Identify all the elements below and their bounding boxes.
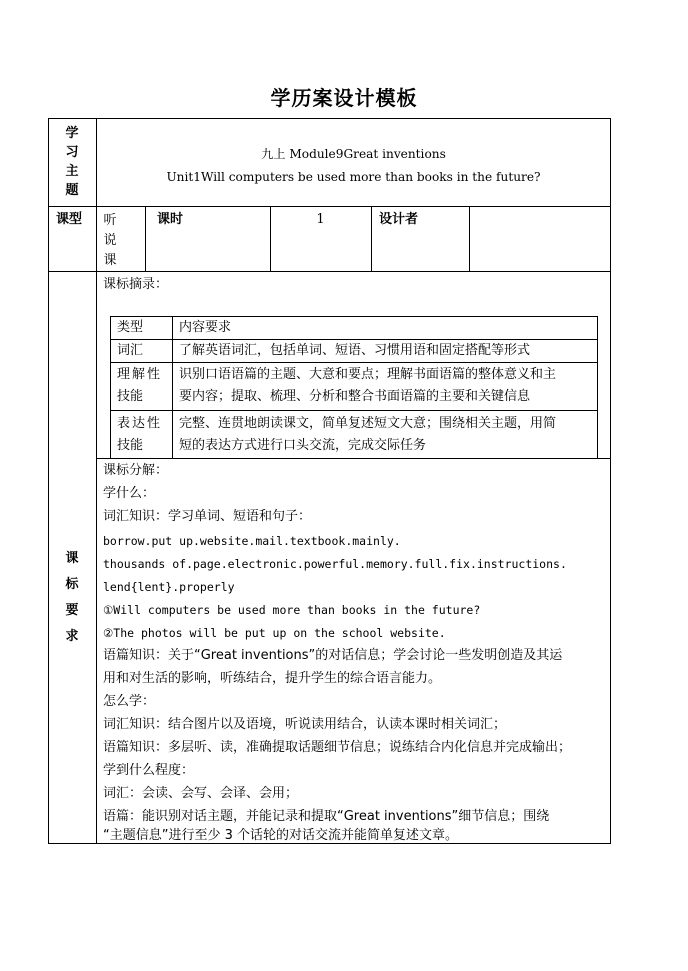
excerpt-row-type: 技能 (117, 438, 144, 453)
inner-table-row-divider (110, 339, 598, 340)
type-value-char: 说 (103, 233, 117, 248)
analysis-line: “主题信息”进行至少 3 个话轮的对话交流并能简单复述文章。 (103, 828, 459, 843)
analysis-line: 语篇知识：多层听、读，准确提取话题细节信息；说练结合内化信息并完成输出； (103, 740, 572, 755)
analysis-line: 语篇知识：关于“Great inventions”的对话信息；学会讨论一些发明创造及其运 (103, 648, 563, 663)
inner-table-border (110, 316, 111, 458)
excerpt-title: 课标摘录： (103, 277, 169, 292)
excerpt-row-content: 了解英语词汇，包括单词、短语、习惯用语和固定搭配等形式 (179, 343, 531, 358)
theme-label-char: 主 (65, 164, 79, 179)
designer-label: 设计者 (379, 212, 419, 227)
inner-table-row-divider (110, 410, 598, 411)
analysis-line: ②The photos will be put up on the school website. (103, 626, 446, 640)
analysis-line: 词汇：会读、会写、会译、会用； (103, 786, 299, 801)
requirements-label (48, 546, 96, 650)
analysis-line: lend{lent}.properly (103, 580, 235, 594)
theme-label (48, 124, 96, 200)
excerpt-header-type: 类型 (117, 320, 144, 335)
table-border-right (610, 118, 611, 844)
inner-table-border (110, 316, 598, 317)
requirements-label-char: 求 (65, 629, 79, 644)
table-row-divider (48, 271, 611, 272)
analysis-line: thousands of.page.electronic.powerful.memory.full.fix.instructions. (103, 557, 567, 571)
excerpt-row-type: 理解性 (117, 367, 163, 382)
analysis-line: borrow.put up.website.mail.textbook.mainly. (103, 534, 401, 548)
excerpt-row-type: 表达性 (117, 416, 163, 431)
analysis-line: 学什么： (103, 486, 156, 501)
inner-table-border (96, 458, 611, 459)
analysis-line: 词汇知识：结合图片以及语境，听说读用结合，认读本课时相关词汇； (103, 717, 507, 732)
excerpt-row-content: 识别口语语篇的主题、大意和要点；理解书面语篇的整体意义和主 (179, 367, 557, 382)
theme-line-2: Unit1Will computers be used more than books in the future? (166, 170, 541, 184)
type-value-char: 课 (103, 253, 117, 268)
analysis-line: 怎么学： (103, 694, 156, 709)
excerpt-row-content: 短的表达方式进行口头交流，完成交际任务 (179, 438, 427, 453)
requirements-label-char: 要 (65, 603, 79, 618)
excerpt-row-type: 技能 (117, 389, 144, 404)
table-border-left (48, 118, 49, 844)
theme-line-1: 九上 Module9Great inventions (261, 147, 446, 161)
requirements-label-char: 课 (65, 551, 79, 566)
table-column-divider (469, 206, 470, 271)
page-title: 学历案设计模板 (270, 86, 418, 110)
analysis-line: ①Will computers be used more than books in the future? (103, 603, 481, 617)
inner-table-row-divider (110, 362, 598, 363)
inner-table-border (597, 316, 598, 458)
analysis-line: 课标分解： (103, 463, 169, 478)
excerpt-header-content: 内容要求 (179, 320, 232, 335)
table-border-top (48, 118, 611, 119)
excerpt-row-content: 完整、连贯地朗读课文，简单复述短文大意；围绕相关主题，用简 (179, 416, 557, 431)
analysis-line: 学到什么程度： (103, 763, 195, 778)
analysis-line: 语篇：能识别对话主题，并能记录和提取“Great inventions”细节信息；围绕 (103, 809, 550, 824)
type-value-char: 听 (103, 213, 117, 228)
type-value (96, 211, 124, 271)
requirements-label-char: 标 (65, 577, 79, 592)
theme-label-char: 题 (65, 183, 79, 198)
table-column-divider (145, 206, 146, 271)
excerpt-row-type: 词汇 (117, 343, 144, 358)
period-value: 1 (316, 212, 325, 227)
table-column-divider (371, 206, 372, 271)
analysis-line: 用和对生活的影响，听练结合，提升学生的综合语言能力。 (103, 671, 442, 686)
theme-label-char: 学 (65, 126, 79, 141)
type-label: 课型 (56, 212, 83, 227)
excerpt-row-content: 要内容；提取、梳理、分析和整合书面语篇的主要和关键信息 (179, 389, 531, 404)
theme-label-char: 习 (65, 145, 79, 160)
analysis-line: 词汇知识：学习单词、短语和句子： (103, 509, 312, 524)
table-row-divider (48, 206, 611, 207)
inner-table-column-divider (172, 316, 173, 458)
period-label: 课时 (157, 212, 184, 227)
